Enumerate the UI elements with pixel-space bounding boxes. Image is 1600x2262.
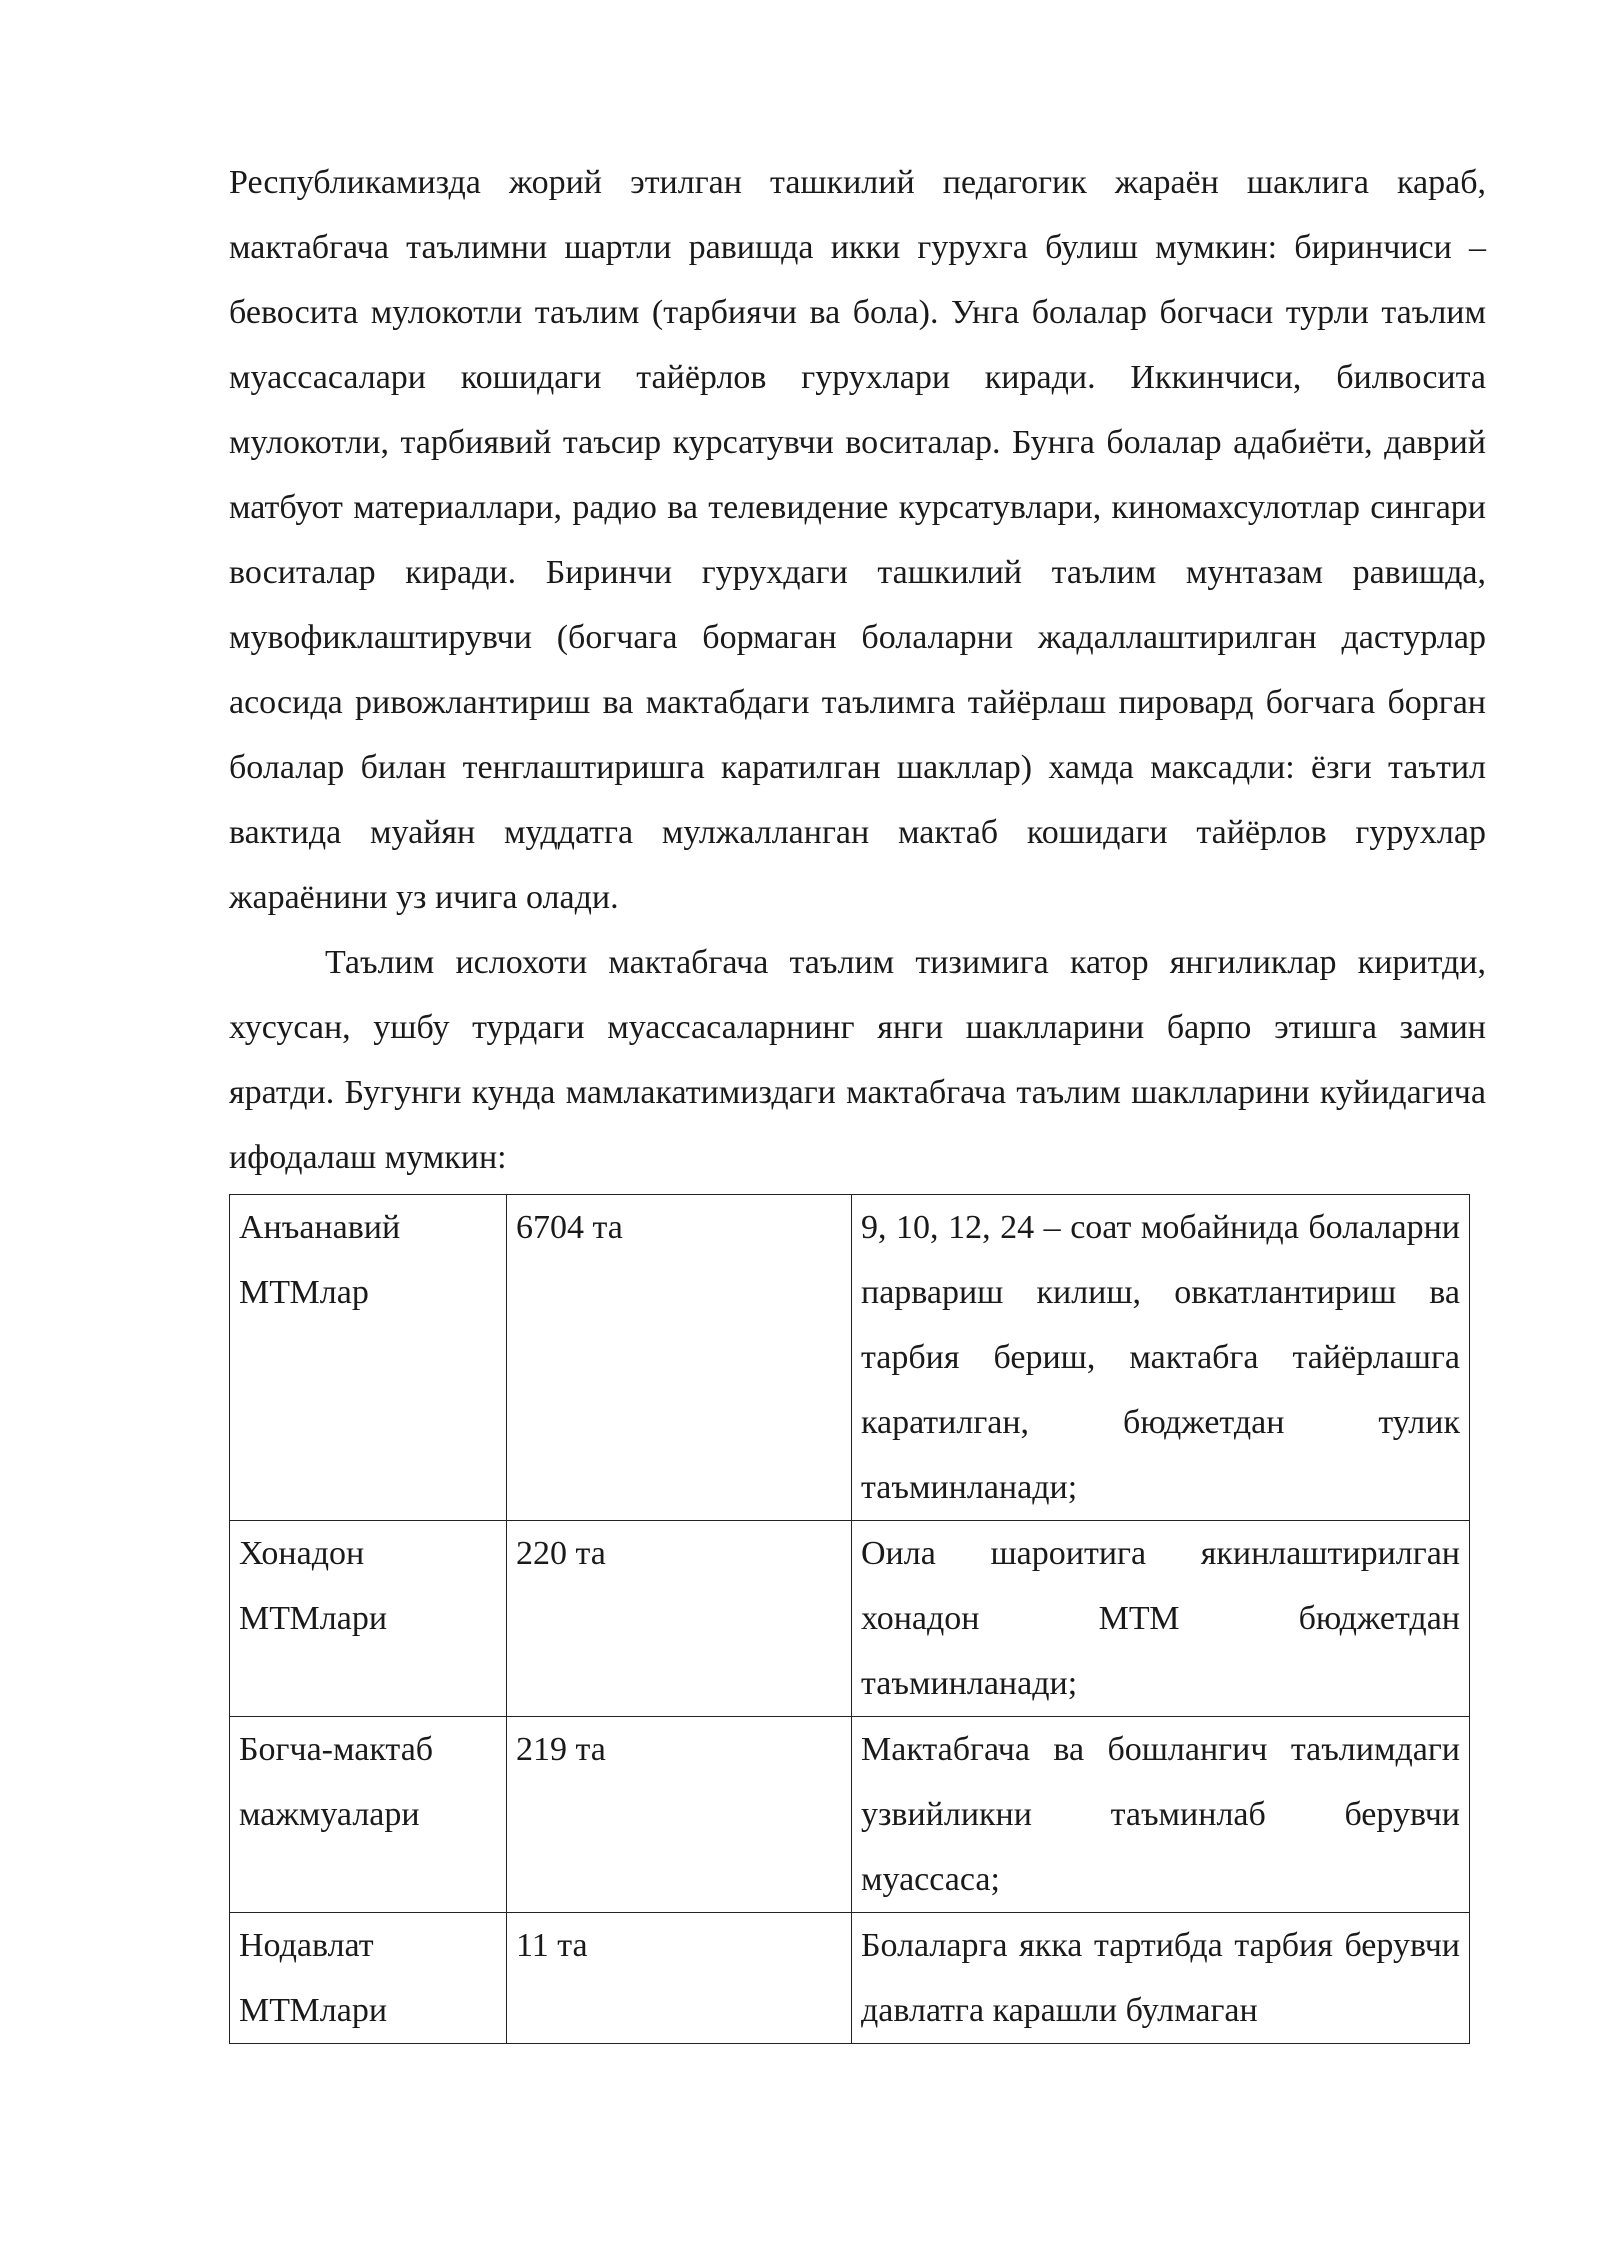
- table-cell-type: Нодавлат МТМлари: [230, 1913, 507, 2044]
- document-page: [229, 150, 1486, 2044]
- table-row: [230, 1717, 1470, 1913]
- table-cell-description: Мактабгача ва бошлангич таълимдаги узвийликни таъминлаб берувчи муассаса;: [852, 1717, 1470, 1913]
- table-cell-count: 11 та: [507, 1913, 852, 2044]
- table-row: [230, 1195, 1470, 1521]
- table-cell-type: Хонадон МТМлари: [230, 1521, 507, 1717]
- table-cell-count: 219 та: [507, 1717, 852, 1913]
- table-cell-type: Богча-мактаб мажмуалари: [230, 1717, 507, 1913]
- paragraph-1: Республикамизда жорий этилган ташкилий педагогик жараён шаклига караб, мактабгача таълимни шартли равишда икки гурухга булиш мумкин: биринчиси – бевосита мулокотли таълим (тарбиячи ва бола). Унга болалар богчаси турли таълим муассасалари кошидаги тайёрлов гурухлари киради. Иккинчиси, билвосита мулокотли, тарбиявий таъсир курсатувчи воситалар. Бунга болалар адабиёти, даврий матбуот материаллари, радио ва телевидение курсатувлари, киномахсулотлар сингари воситалар киради. Биринчи гурухдаги ташкилий таълим мунтазам равишда, мувофиклаштирувчи (богчага бормаган болаларни жадаллаштирилган дастурлар асосида ривожлантириш ва мактабдаги таълимга тайёрлаш пировард богчага борган болалар билан тенглаштиришга каратилган шакллар) хамда максадли: ёзги таътил вактида муайян муддатга мулжалланган мактаб кошидаги тайёрлов гурухлар жараёнини уз ичига олади.: [229, 164, 1486, 916]
- table-row: [230, 1913, 1470, 2044]
- table-cell-count: 220 та: [507, 1521, 852, 1717]
- table-cell-description: 9, 10, 12, 24 – соат мобайнида болаларни парвариш килиш, овкатлантириш ва тарбия бериш, мактабга тайёрлашга каратилган, бюджетдан тулик таъминланади;: [852, 1195, 1470, 1521]
- table-cell-description: Оила шароитига якинлаштирилган хонадон МТМ бюджетдан таъминланади;: [852, 1521, 1470, 1717]
- table-row: [230, 1521, 1470, 1717]
- table-cell-description: Болаларга якка тартибда тарбия берувчи давлатга карашли булмаган: [852, 1913, 1470, 2044]
- paragraph-2: Таълим ислохоти мактабгача таълим тизимига катор янгиликлар киритди, хусусан, ушбу турдаги муассасаларнинг янги шаклларини барпо этишга замин яратди. Бугунги кунда мамлакатимиздаги мактабгача таълим шаклларини куйидагича ифодалаш мумкин:: [229, 944, 1486, 1176]
- mtm-table: [229, 1194, 1470, 2044]
- table-cell-type: Анъанавий МТМлар: [230, 1195, 507, 1521]
- table-cell-count: 6704 та: [507, 1195, 852, 1521]
